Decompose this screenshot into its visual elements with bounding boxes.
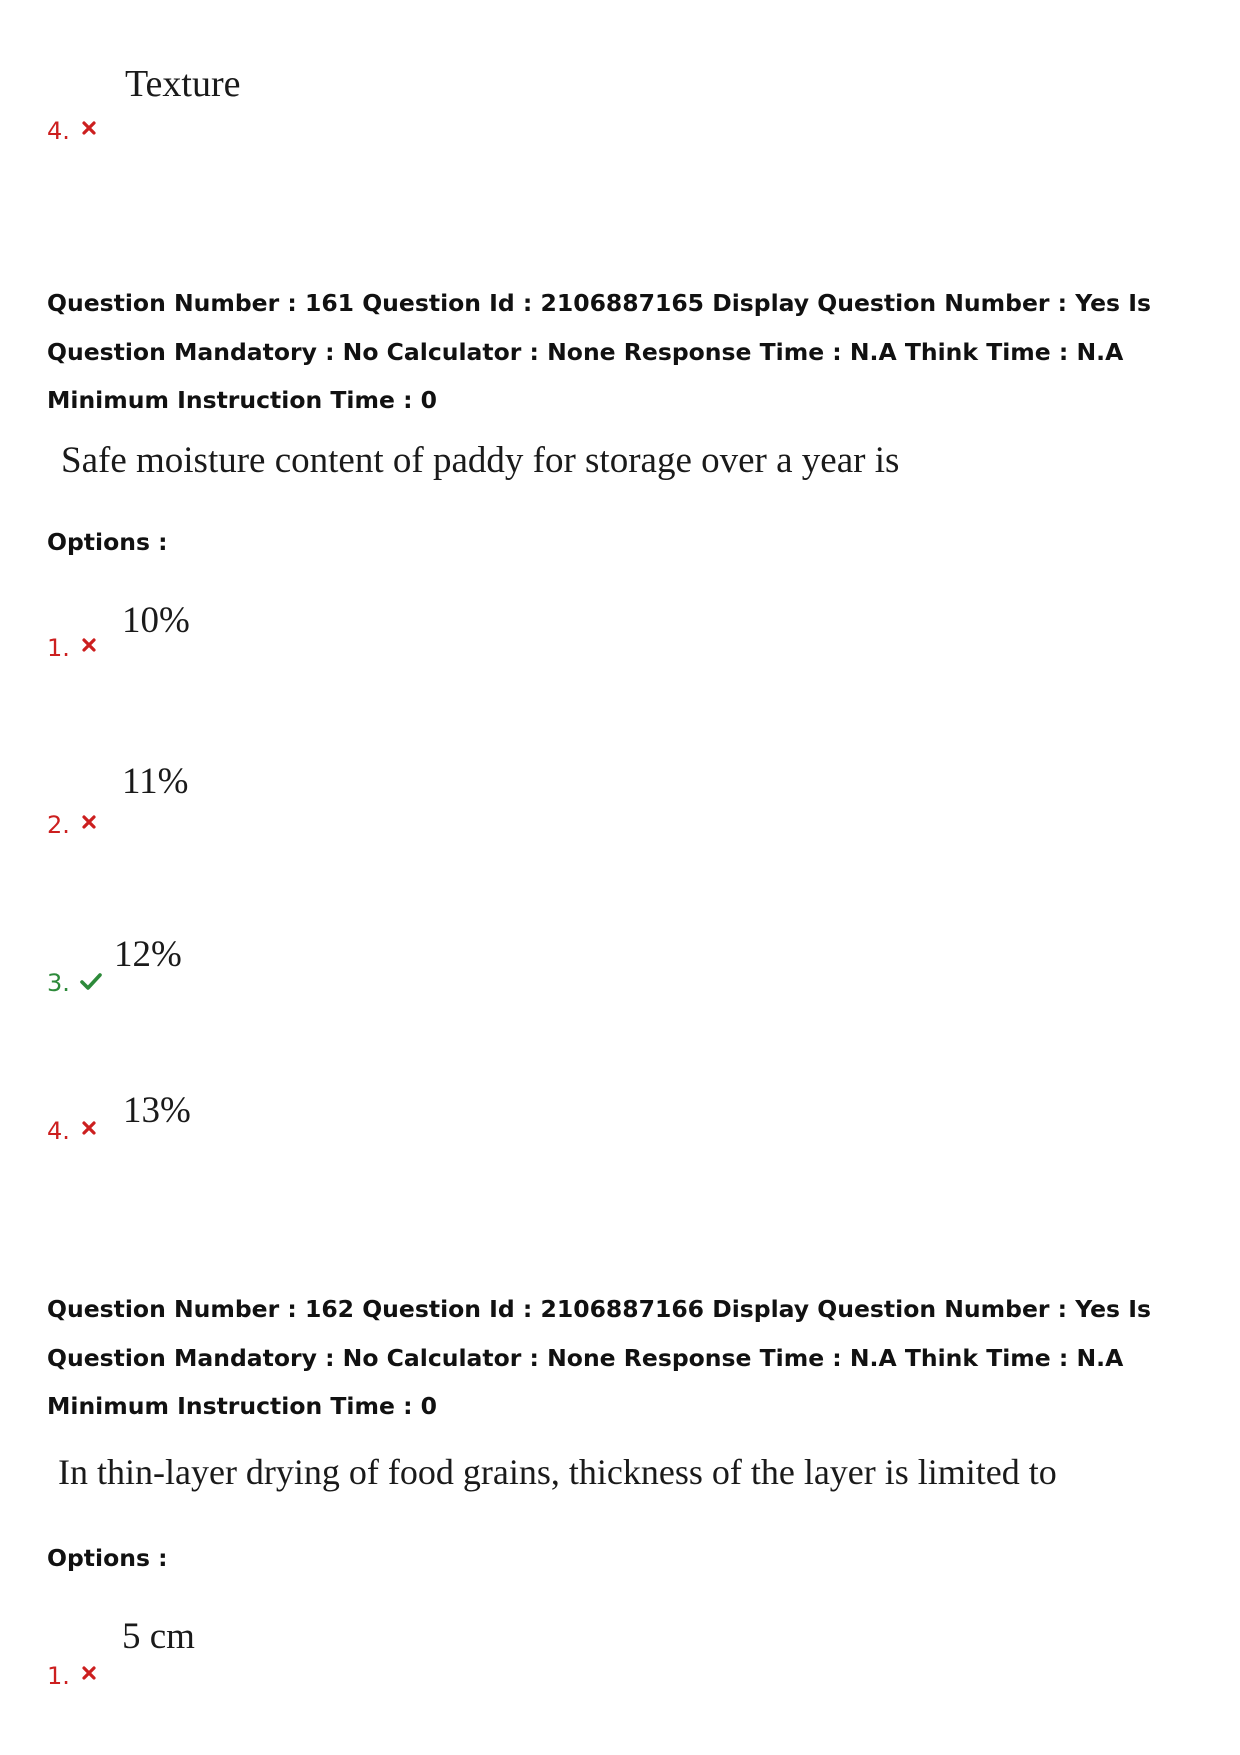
option-number: 4.	[47, 117, 70, 145]
option-3-text: 12%	[114, 934, 182, 975]
option-1-marker	[47, 634, 97, 662]
option-1-text: 5 cm	[122, 1616, 195, 1657]
question-text-161: Safe moisture content of paddy for storage over a year is	[61, 440, 900, 481]
option-1-text: 10%	[122, 600, 190, 641]
question-text-162: In thin-layer drying of food grains, thickness of the layer is limited to	[58, 1452, 1057, 1492]
cross-icon	[81, 120, 97, 136]
option-2-text: 11%	[122, 761, 189, 802]
cross-icon	[81, 1665, 97, 1681]
cross-icon	[81, 1120, 97, 1136]
options-label-161: Options :	[47, 528, 168, 556]
option-4-marker	[47, 117, 97, 145]
option-number: 2.	[47, 811, 70, 839]
option-2-marker	[47, 811, 97, 839]
option-1-marker	[47, 1662, 97, 1690]
option-number: 1.	[47, 1662, 70, 1690]
option-4-text: 13%	[123, 1090, 191, 1131]
option-3-marker	[47, 969, 103, 997]
cross-icon	[81, 814, 97, 830]
option-number: 1.	[47, 634, 70, 662]
question-meta-162: Question Number : 162 Question Id : 2106887166 Display Question Number : Yes Is Question Mandatory : No Calculator : None Response Time : N.A Think Time : N.A Minimum Instruction Time : 0	[47, 1295, 1151, 1420]
option-4-marker	[47, 1117, 97, 1145]
options-label-162: Options :	[47, 1544, 168, 1572]
option-number: 4.	[47, 1117, 70, 1145]
question-meta-161: Question Number : 161 Question Id : 2106887165 Display Question Number : Yes Is Question Mandatory : No Calculator : None Response Time : N.A Think Time : N.A Minimum Instruction Time : 0	[47, 289, 1151, 414]
check-icon	[79, 971, 103, 991]
cross-icon	[81, 637, 97, 653]
option-4-text: Texture	[125, 63, 241, 105]
option-number: 3.	[47, 969, 70, 997]
